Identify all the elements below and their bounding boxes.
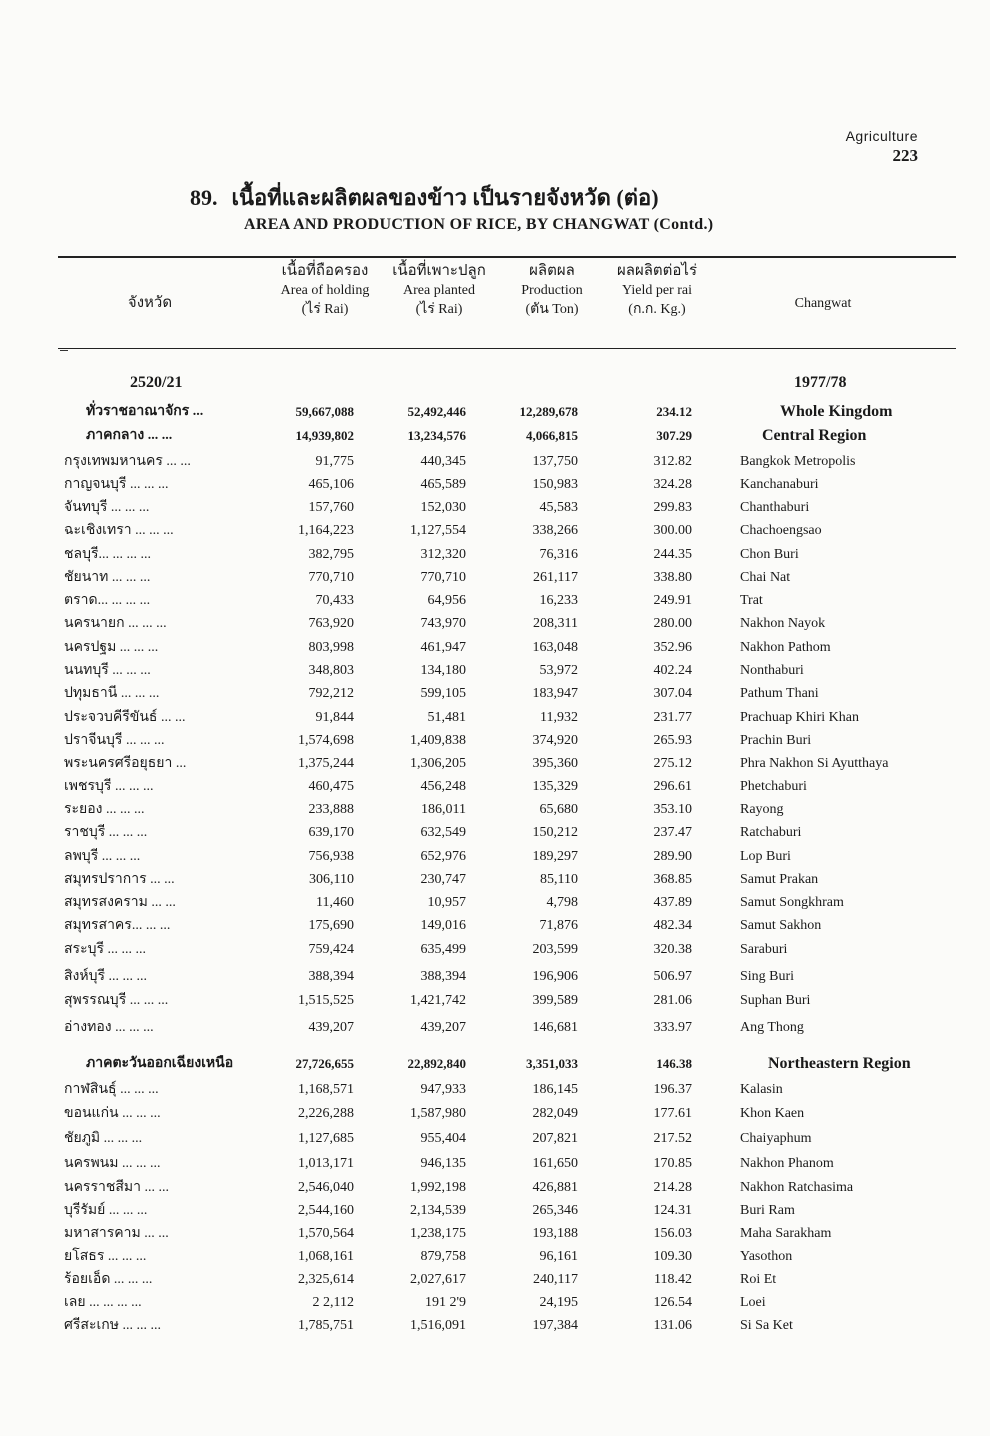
- cell-production: 240,117: [533, 1272, 578, 1287]
- cell-th: สระบุรี ... ... ...: [64, 942, 146, 957]
- cell-yield: 289.90: [653, 849, 692, 864]
- cell-planted: 1,587,980: [410, 1106, 466, 1121]
- cell-yield: 109.30: [653, 1249, 692, 1264]
- cell-planted: 1,127,554: [410, 523, 466, 538]
- title-thai-text: เนื้อที่และผลิตผลของข้าว เป็นรายจังหวัด (ต่อ): [231, 185, 659, 210]
- column-header-yield: ผลผลิตต่อไร่ Yield per rai (ก.ก. Kg.): [616, 263, 698, 317]
- cell-production: 11,932: [540, 710, 578, 725]
- cell-planted: 879,758: [420, 1249, 466, 1264]
- cell-yield: 118.42: [654, 1272, 692, 1287]
- cell-holding: 1,570,564: [298, 1226, 354, 1241]
- table-row: [0, 1246, 990, 1268]
- cell-th: ชลบุรี... ... ... ...: [64, 547, 151, 562]
- cell-yield: 231.77: [653, 710, 692, 725]
- cell-planted: 51,481: [427, 710, 466, 725]
- cell-production: 24,195: [539, 1295, 578, 1310]
- cell-en: Northeastern Region: [768, 1055, 911, 1072]
- cell-yield: 437.89: [653, 895, 692, 910]
- cell-planted: 191 2'9: [424, 1295, 466, 1310]
- cell-planted: 134,180: [420, 663, 466, 678]
- cell-en: Bangkok Metropolis: [740, 454, 856, 469]
- cell-production: 189,297: [532, 849, 578, 864]
- cell-holding: 2,546,040: [298, 1180, 354, 1195]
- year-english: 1977/78: [794, 374, 847, 391]
- cell-yield: 352.96: [653, 640, 692, 655]
- cell-en: Ratchaburi: [740, 825, 802, 840]
- cell-en: Nakhon Ratchasima: [740, 1180, 854, 1195]
- cell-planted: 1,421,742: [410, 993, 466, 1008]
- cell-planted: 770,710: [420, 570, 466, 585]
- cell-yield: 156.03: [653, 1226, 692, 1241]
- table-row: [0, 613, 990, 635]
- cell-planted: 1,992,198: [410, 1180, 466, 1195]
- table-number: 89.: [190, 185, 218, 210]
- cell-holding: 792,212: [308, 686, 354, 701]
- cell-th: สมุทรปราการ ... ...: [64, 872, 175, 887]
- cell-production: 150,212: [532, 825, 578, 840]
- cell-holding: 2,325,614: [298, 1272, 354, 1287]
- cell-holding: 59,667,088: [295, 404, 354, 419]
- cell-planted: 743,970: [420, 616, 466, 631]
- cell-yield: 237.47: [653, 825, 692, 840]
- cell-en: Chon Buri: [740, 547, 799, 562]
- cell-holding: 157,760: [308, 500, 354, 515]
- cell-en: Ang Thong: [740, 1020, 804, 1035]
- table-row: [0, 939, 990, 961]
- cell-en: Chachoengsao: [740, 523, 822, 538]
- cell-yield: 275.12: [653, 756, 692, 771]
- cell-yield: 170.85: [653, 1156, 692, 1171]
- cell-th: ปราจีนบุรี ... ... ...: [64, 733, 165, 748]
- cell-en: Chai Nat: [740, 570, 791, 585]
- table-row: [0, 544, 990, 566]
- table-row: [0, 1177, 990, 1199]
- cell-production: 186,145: [532, 1082, 578, 1097]
- table-row: [0, 822, 990, 844]
- cell-th: เลย ... ... ... ...: [64, 1295, 142, 1310]
- cell-en: Si Sa Ket: [740, 1318, 793, 1333]
- section-name: Agriculture: [845, 128, 918, 144]
- cell-th: สิงห์บุรี ... ... ...: [64, 969, 148, 984]
- cell-yield: 307.04: [653, 686, 692, 701]
- column-header-production: ผลิตผล Production (ตัน Ton): [521, 263, 583, 317]
- cell-yield: 368.85: [653, 872, 692, 887]
- table-row: [0, 1153, 990, 1175]
- cell-holding: 763,920: [308, 616, 354, 631]
- table-row: [0, 590, 990, 612]
- table-row: [0, 1292, 990, 1314]
- cell-production: 265,346: [532, 1203, 578, 1218]
- cell-production: 45,583: [539, 500, 578, 515]
- cell-planted: 439,207: [420, 1020, 466, 1035]
- cell-holding: 306,110: [309, 872, 354, 887]
- cell-production: 395,360: [532, 756, 578, 771]
- cell-holding: 91,844: [315, 710, 354, 725]
- cell-production: 426,881: [532, 1180, 578, 1195]
- cell-production: 282,049: [532, 1106, 578, 1121]
- cell-production: 399,589: [532, 993, 578, 1008]
- cell-th: จันทบุรี ... ... ...: [64, 500, 150, 515]
- cell-en: Trat: [740, 593, 763, 608]
- cell-yield: 482.34: [653, 918, 692, 933]
- cell-planted: 52,492,446: [407, 404, 466, 419]
- cell-production: 338,266: [532, 523, 578, 538]
- table-row-region: [0, 425, 990, 447]
- cell-th: นครปฐม ... ... ...: [64, 640, 159, 655]
- cell-yield: 234.12: [656, 404, 692, 419]
- cell-th: นครนายก ... ... ...: [64, 616, 167, 631]
- cell-planted: 388,394: [420, 969, 466, 984]
- cell-planted: 632,549: [420, 825, 466, 840]
- cell-en: Khon Kaen: [740, 1106, 805, 1121]
- cell-en: Roi Et: [740, 1272, 777, 1287]
- cell-en: Lop Buri: [740, 849, 791, 864]
- table-row: [0, 707, 990, 729]
- table-row: [0, 451, 990, 473]
- cell-holding: 382,795: [308, 547, 354, 562]
- cell-th: ชัยภูมิ ... ... ...: [64, 1131, 143, 1146]
- cell-production: 4,066,815: [526, 428, 578, 443]
- cell-holding: 1,164,223: [298, 523, 354, 538]
- cell-production: 163,048: [532, 640, 578, 655]
- cell-production: 161,650: [532, 1156, 578, 1171]
- table-row: [0, 660, 990, 682]
- cell-planted: 149,016: [420, 918, 466, 933]
- cell-en: Chaiyaphum: [740, 1131, 812, 1146]
- cell-th: ภาคตะวันออกเฉียงเหนือ: [86, 1056, 234, 1071]
- cell-holding: 465,106: [308, 477, 354, 492]
- table-row: [0, 966, 990, 988]
- cell-planted: 440,345: [420, 454, 466, 469]
- cell-en: Nakhon Phanom: [740, 1156, 834, 1171]
- table-row: [0, 1315, 990, 1337]
- table-row: [0, 1079, 990, 1101]
- table-title-english: AREA AND PRODUCTION OF RICE, BY CHANGWAT (Contd.): [244, 216, 714, 233]
- cell-planted: 1,306,205: [410, 756, 466, 771]
- cell-holding: 1,785,751: [298, 1318, 354, 1333]
- cell-yield: 281.06: [653, 993, 692, 1008]
- cell-planted: 10,957: [427, 895, 466, 910]
- cell-production: 135,329: [532, 779, 578, 794]
- cell-th: ร้อยเอ็ด ... ... ...: [64, 1272, 153, 1287]
- cell-th: บุรีรัมย์ ... ... ...: [64, 1203, 148, 1218]
- cell-production: 197,384: [532, 1318, 578, 1333]
- table-row: [0, 1103, 990, 1125]
- table-row: [0, 799, 990, 821]
- cell-en: Chanthaburi: [740, 500, 810, 515]
- cell-holding: 770,710: [308, 570, 354, 585]
- cell-th: ชัยนาท ... ... ...: [64, 570, 151, 585]
- cell-production: 261,117: [533, 570, 578, 585]
- cell-yield: 249.91: [653, 593, 692, 608]
- cell-th: สมุทรสาคร... ... ...: [64, 918, 171, 933]
- cell-planted: 152,030: [420, 500, 466, 515]
- cell-th: นครพนม ... ... ...: [64, 1156, 161, 1171]
- cell-th: ปทุมธานี ... ... ...: [64, 686, 160, 701]
- cell-en: Rayong: [740, 802, 784, 817]
- cell-yield: 320.38: [653, 942, 692, 957]
- cell-en: Samut Sakhon: [740, 918, 822, 933]
- cell-th: ราชบุรี ... ... ...: [64, 825, 148, 840]
- cell-en: Samut Prakan: [740, 872, 819, 887]
- cell-en: Pathum Thani: [740, 686, 819, 701]
- cell-th: ศรีสะเกษ ... ... ...: [64, 1318, 161, 1333]
- cell-holding: 1,013,171: [298, 1156, 354, 1171]
- table-row: [0, 869, 990, 891]
- table-row: [0, 1017, 990, 1039]
- cell-planted: 230,747: [420, 872, 466, 887]
- cell-production: 85,110: [540, 872, 578, 887]
- cell-yield: 333.97: [653, 1020, 692, 1035]
- cell-planted: 465,589: [420, 477, 466, 492]
- cell-holding: 759,424: [308, 942, 354, 957]
- cell-holding: 2,544,160: [298, 1203, 354, 1218]
- cell-planted: 635,499: [420, 942, 466, 957]
- cell-en: Loei: [740, 1295, 766, 1310]
- cell-production: 374,920: [532, 733, 578, 748]
- cell-th: ยโสธร ... ... ...: [64, 1249, 147, 1264]
- cell-holding: 1,168,571: [298, 1082, 354, 1097]
- cell-en: Prachuap Khiri Khan: [740, 710, 859, 725]
- table-row: [0, 683, 990, 705]
- cell-th: กรุงเทพมหานคร ... ...: [64, 454, 191, 469]
- cell-th: ทั่วราชอาณาจักร ...: [86, 404, 204, 419]
- cell-holding: 756,938: [308, 849, 354, 864]
- cell-yield: 146.38: [656, 1056, 692, 1071]
- table-row-total: [0, 401, 990, 423]
- cell-th: ประจวบคีรีขันธ์ ... ...: [64, 710, 186, 725]
- cell-planted: 13,234,576: [407, 428, 466, 443]
- table-row: [0, 567, 990, 589]
- cell-en: Suphan Buri: [740, 993, 811, 1008]
- cell-planted: 461,947: [420, 640, 466, 655]
- cell-yield: 265.93: [653, 733, 692, 748]
- cell-en: Prachin Buri: [740, 733, 812, 748]
- cell-yield: 296.61: [653, 779, 692, 794]
- cell-production: 183,947: [532, 686, 578, 701]
- cell-en: Samut Songkhram: [740, 895, 844, 910]
- cell-planted: 2,027,617: [410, 1272, 466, 1287]
- cell-holding: 1,127,685: [298, 1131, 354, 1146]
- cell-en: Whole Kingdom: [780, 403, 893, 420]
- table-row: [0, 1269, 990, 1291]
- table-row: [0, 497, 990, 519]
- table-row: [0, 637, 990, 659]
- cell-planted: 947,933: [420, 1082, 466, 1097]
- cell-holding: 2,226,288: [298, 1106, 354, 1121]
- cell-en: Buri Ram: [740, 1203, 795, 1218]
- cell-en: Phra Nakhon Si Ayutthaya: [740, 756, 889, 771]
- cell-yield: 312.82: [653, 454, 692, 469]
- table-row: [0, 1128, 990, 1150]
- cell-production: 203,599: [532, 942, 578, 957]
- cell-en: Nakhon Pathom: [740, 640, 831, 655]
- table-row: [0, 753, 990, 775]
- cell-holding: 1,515,525: [298, 993, 354, 1008]
- cell-yield: 196.37: [653, 1082, 692, 1097]
- cell-holding: 175,690: [308, 918, 354, 933]
- cell-planted: 1,516,091: [410, 1318, 466, 1333]
- cell-yield: 300.00: [653, 523, 692, 538]
- cell-yield: 506.97: [653, 969, 692, 984]
- table-row: [0, 1200, 990, 1222]
- cell-en: Central Region: [762, 427, 867, 444]
- cell-yield: 131.06: [653, 1318, 692, 1333]
- cell-production: 71,876: [539, 918, 578, 933]
- cell-production: 150,983: [532, 477, 578, 492]
- cell-production: 76,316: [539, 547, 578, 562]
- cell-production: 65,680: [539, 802, 578, 817]
- cell-th: ขอนแก่น ... ... ...: [64, 1106, 161, 1121]
- table-row: [0, 990, 990, 1012]
- cell-yield: 214.28: [653, 1180, 692, 1195]
- column-header-changwat: Changwat: [794, 296, 852, 311]
- cell-production: 196,906: [532, 969, 578, 984]
- cell-holding: 11,460: [316, 895, 354, 910]
- cell-yield: 126.54: [653, 1295, 692, 1310]
- cell-th: กาฬสินธุ์ ... ... ...: [64, 1082, 159, 1097]
- cell-planted: 456,248: [420, 779, 466, 794]
- cell-production: 146,681: [532, 1020, 578, 1035]
- cell-th: สมุทรสงคราม ... ...: [64, 895, 176, 910]
- cell-production: 193,188: [532, 1226, 578, 1241]
- cell-holding: 803,998: [308, 640, 354, 655]
- page-number: 223: [892, 146, 918, 165]
- column-header-area-holding: เนื้อที่ถือครอง Area of holding (ไร่ Rai): [280, 263, 370, 317]
- cell-th: เพชรบุรี ... ... ...: [64, 779, 154, 794]
- cell-yield: 307.29: [656, 428, 692, 443]
- cell-planted: 2,134,539: [410, 1203, 466, 1218]
- cell-en: Nakhon Nayok: [740, 616, 826, 631]
- cell-planted: 955,404: [420, 1131, 466, 1146]
- cell-th: นนทบุรี ... ... ...: [64, 663, 151, 678]
- cell-planted: 312,320: [420, 547, 466, 562]
- cell-en: Saraburi: [740, 942, 788, 957]
- cell-yield: 280.00: [653, 616, 692, 631]
- cell-production: 12,289,678: [519, 404, 578, 419]
- cell-holding: 639,170: [308, 825, 354, 840]
- table-row: [0, 892, 990, 914]
- cell-holding: 14,939,802: [295, 428, 354, 443]
- cell-planted: 1,409,838: [410, 733, 466, 748]
- table-row: [0, 520, 990, 542]
- table-row: [0, 730, 990, 752]
- cell-planted: 22,892,840: [407, 1056, 466, 1071]
- cell-th: สุพรรณบุรี ... ... ...: [64, 993, 169, 1008]
- cell-th: ระยอง ... ... ...: [64, 802, 145, 817]
- cell-yield: 177.61: [653, 1106, 692, 1121]
- cell-planted: 64,956: [427, 593, 466, 608]
- cell-yield: 299.83: [653, 500, 692, 515]
- cell-production: 4,798: [546, 895, 578, 910]
- cell-en: Phetchaburi: [740, 779, 807, 794]
- cell-production: 208,311: [533, 616, 578, 631]
- cell-th: ลพบุรี ... ... ...: [64, 849, 141, 864]
- cell-holding: 1,375,244: [298, 756, 354, 771]
- cell-planted: 652,976: [420, 849, 466, 864]
- cell-holding: 348,803: [308, 663, 354, 678]
- column-header-province-thai: จังหวัด: [127, 295, 173, 311]
- cell-production: 137,750: [532, 454, 578, 469]
- cell-yield: 338.80: [653, 570, 692, 585]
- cell-holding: 439,207: [308, 1020, 354, 1035]
- cell-en: Nonthaburi: [740, 663, 804, 678]
- cell-holding: 1,068,161: [298, 1249, 354, 1264]
- cell-yield: 353.10: [653, 802, 692, 817]
- cell-planted: 599,105: [420, 686, 466, 701]
- cell-th: มหาสารคาม ... ...: [64, 1226, 169, 1241]
- cell-en: Maha Sarakham: [740, 1226, 832, 1241]
- column-header-area-planted: เนื้อที่เพาะปลูก Area planted (ไร่ Rai): [392, 263, 486, 317]
- cell-holding: 388,394: [308, 969, 354, 984]
- cell-holding: 91,775: [315, 454, 354, 469]
- table-row: [0, 474, 990, 496]
- table-row: [0, 1223, 990, 1245]
- cell-production: 53,972: [539, 663, 578, 678]
- table-row: [0, 846, 990, 868]
- cell-th: นครราชสีมา ... ...: [64, 1180, 169, 1195]
- cell-holding: 233,888: [308, 802, 354, 817]
- cell-production: 96,161: [539, 1249, 578, 1264]
- cell-production: 207,821: [532, 1131, 578, 1146]
- cell-en: Yasothon: [740, 1249, 793, 1264]
- cell-yield: 217.52: [653, 1131, 692, 1146]
- cell-th: อ่างทอง ... ... ...: [64, 1020, 154, 1035]
- cell-yield: 244.35: [653, 547, 692, 562]
- cell-holding: 70,433: [315, 593, 354, 608]
- cell-en: Kalasin: [740, 1082, 783, 1097]
- cell-yield: 324.28: [653, 477, 692, 492]
- cell-holding: 460,475: [308, 779, 354, 794]
- cell-holding: 1,574,698: [298, 733, 354, 748]
- cell-holding: 27,726,655: [295, 1056, 354, 1071]
- cell-holding: 2 2,112: [312, 1295, 354, 1310]
- cell-th: พระนครศรีอยุธยา ...: [64, 756, 187, 771]
- table-row: [0, 915, 990, 937]
- cell-th: ภาคกลาง ... ...: [86, 428, 173, 443]
- cell-en: Sing Buri: [740, 969, 795, 984]
- cell-planted: 946,135: [420, 1156, 466, 1171]
- year-thai: 2520/21: [130, 374, 183, 391]
- table-row: [0, 776, 990, 798]
- cell-en: Kanchanaburi: [740, 477, 819, 492]
- cell-yield: 402.24: [653, 663, 692, 678]
- cell-th: กาญจนบุรี ... ... ...: [64, 477, 169, 492]
- cell-th: ฉะเชิงเทรา ... ... ...: [64, 523, 174, 538]
- cell-production: 3,351,033: [526, 1056, 578, 1071]
- cell-planted: 186,011: [421, 802, 466, 817]
- cell-yield: 124.31: [653, 1203, 692, 1218]
- cell-production: 16,233: [539, 593, 578, 608]
- cell-th: ตราด... ... ... ...: [64, 593, 151, 608]
- table-row-region: [0, 1053, 990, 1075]
- cell-planted: 1,238,175: [410, 1226, 466, 1241]
